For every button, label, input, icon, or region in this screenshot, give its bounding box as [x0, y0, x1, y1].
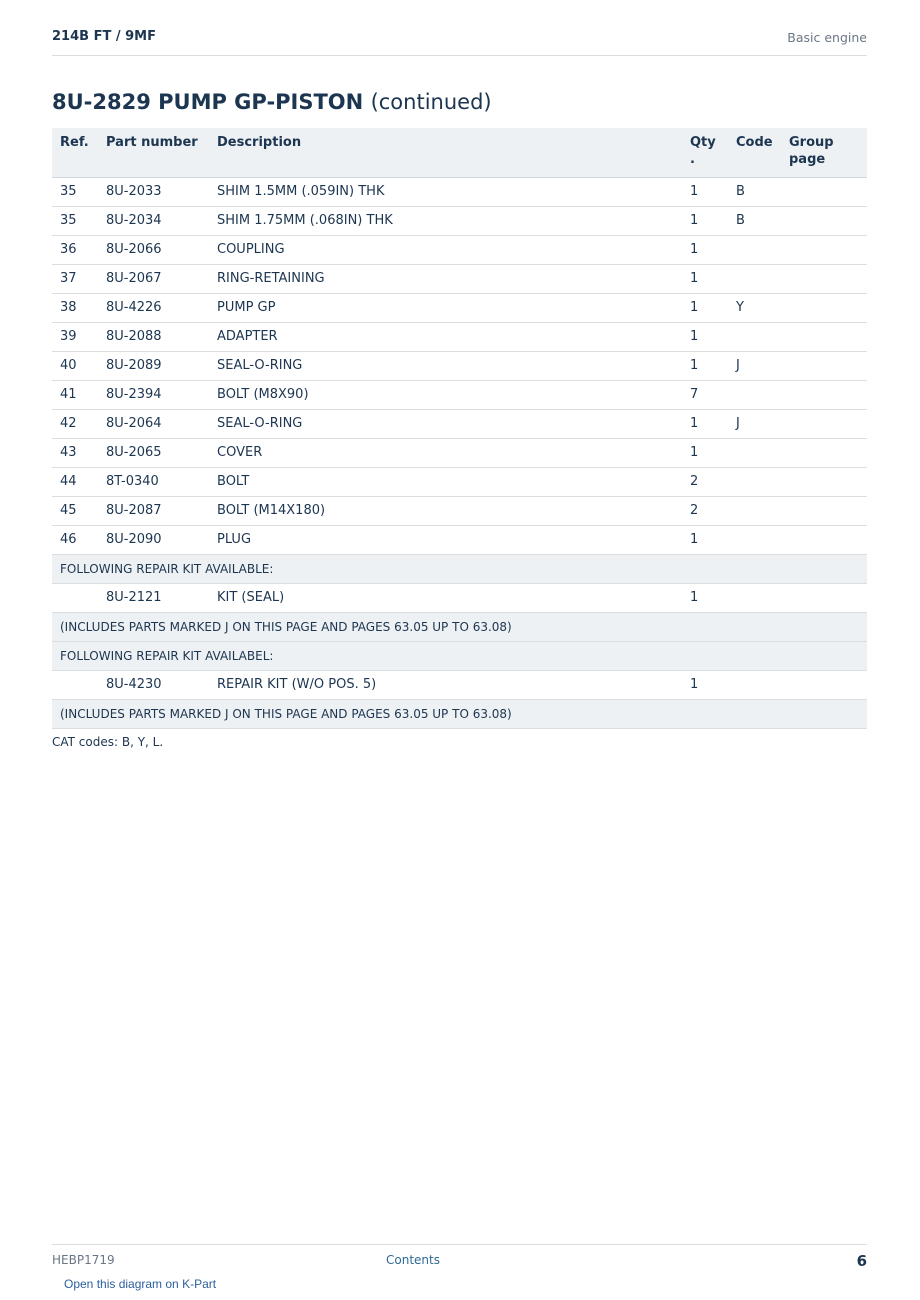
code-cell — [728, 235, 781, 264]
part-number-cell: 8U-2034 — [98, 206, 209, 235]
qty-cell: 7 — [682, 380, 728, 409]
note-text: FOLLOWING REPAIR KIT AVAILABEL: — [52, 641, 867, 670]
code-cell — [728, 322, 781, 351]
part-number-cell: 8U-4230 — [98, 670, 209, 699]
group-page-cell — [781, 322, 867, 351]
part-number-cell: 8U-2033 — [98, 177, 209, 206]
part-number-cell: 8U-2121 — [98, 583, 209, 612]
part-number-cell: 8U-4226 — [98, 293, 209, 322]
ref-cell: 35 — [52, 177, 98, 206]
group-page-cell — [781, 177, 867, 206]
ref-cell: 37 — [52, 264, 98, 293]
group-page-cell — [781, 206, 867, 235]
code-cell: B — [728, 177, 781, 206]
column-header-code: Code — [728, 128, 781, 177]
qty-cell: 1 — [682, 235, 728, 264]
table-row — [52, 525, 867, 554]
table-row — [52, 583, 867, 612]
ref-cell: 44 — [52, 467, 98, 496]
ref-cell: 43 — [52, 438, 98, 467]
part-number-cell: 8U-2067 — [98, 264, 209, 293]
ref-cell: 39 — [52, 322, 98, 351]
description-cell: PUMP GP — [209, 293, 682, 322]
ref-cell: 46 — [52, 525, 98, 554]
footer-divider — [52, 1244, 867, 1245]
description-cell: BOLT (M14X180) — [209, 496, 682, 525]
table-row — [52, 293, 867, 322]
document-id: HEBP1719 — [52, 1253, 115, 1267]
qty-cell: 1 — [682, 293, 728, 322]
column-header-group-page: Group page — [781, 128, 867, 177]
title-suffix: (continued) — [370, 90, 492, 114]
contents-link[interactable]: Contents — [386, 1253, 440, 1267]
code-cell: J — [728, 409, 781, 438]
code-cell — [728, 583, 781, 612]
qty-cell: 1 — [682, 351, 728, 380]
part-number-cell: 8U-2394 — [98, 380, 209, 409]
table-header-row — [52, 128, 867, 177]
part-number-cell: 8U-2087 — [98, 496, 209, 525]
qty-cell: 1 — [682, 438, 728, 467]
group-page-cell — [781, 409, 867, 438]
note-row — [52, 612, 867, 641]
part-number-cell: 8U-2089 — [98, 351, 209, 380]
part-number-cell: 8U-2066 — [98, 235, 209, 264]
page-number: 6 — [856, 1252, 867, 1270]
page-title — [52, 90, 492, 114]
description-cell: ADAPTER — [209, 322, 682, 351]
note-row — [52, 699, 867, 728]
group-page-cell — [781, 496, 867, 525]
ref-cell — [52, 583, 98, 612]
part-number-cell: 8T-0340 — [98, 467, 209, 496]
table-row — [52, 351, 867, 380]
description-cell: BOLT — [209, 467, 682, 496]
table-row — [52, 264, 867, 293]
ref-cell: 36 — [52, 235, 98, 264]
code-cell — [728, 496, 781, 525]
description-cell: BOLT (M8X90) — [209, 380, 682, 409]
note-text: FOLLOWING REPAIR KIT AVAILABLE: — [52, 554, 867, 583]
model-label: 214B FT / 9MF — [52, 29, 156, 44]
table-row — [52, 177, 867, 206]
group-page-cell — [781, 235, 867, 264]
description-cell: PLUG — [209, 525, 682, 554]
code-cell — [728, 525, 781, 554]
group-page-cell — [781, 438, 867, 467]
description-cell: COVER — [209, 438, 682, 467]
page-header — [52, 29, 867, 56]
note-row — [52, 554, 867, 583]
table-row — [52, 496, 867, 525]
qty-cell: 1 — [682, 409, 728, 438]
qty-cell: 1 — [682, 264, 728, 293]
qty-cell: 2 — [682, 496, 728, 525]
group-page-cell — [781, 293, 867, 322]
code-cell — [728, 467, 781, 496]
part-number-cell: 8U-2064 — [98, 409, 209, 438]
table-row — [52, 322, 867, 351]
table-row — [52, 438, 867, 467]
description-cell: SHIM 1.75MM (.068IN) THK — [209, 206, 682, 235]
parts-table — [52, 128, 867, 729]
parts-table-body — [52, 177, 867, 728]
ref-cell: 41 — [52, 380, 98, 409]
description-cell: SEAL-O-RING — [209, 351, 682, 380]
description-cell: KIT (SEAL) — [209, 583, 682, 612]
ref-cell: 35 — [52, 206, 98, 235]
open-diagram-kpart-link[interactable]: Open this diagram on K-Part — [64, 1277, 217, 1291]
column-header-ref: Ref. — [52, 128, 98, 177]
ref-cell: 45 — [52, 496, 98, 525]
column-header-qty: Qty . — [682, 128, 728, 177]
note-text: (INCLUDES PARTS MARKED J ON THIS PAGE AND PAGES 63.05 UP TO 63.08) — [52, 612, 867, 641]
qty-cell: 2 — [682, 467, 728, 496]
note-row — [52, 641, 867, 670]
code-cell — [728, 670, 781, 699]
ref-cell: 40 — [52, 351, 98, 380]
code-cell — [728, 438, 781, 467]
part-number-cell: 8U-2090 — [98, 525, 209, 554]
cat-codes-note: CAT codes: B, Y, L. — [52, 735, 164, 749]
qty-cell: 1 — [682, 322, 728, 351]
group-page-cell — [781, 583, 867, 612]
group-page-cell — [781, 467, 867, 496]
description-cell: COUPLING — [209, 235, 682, 264]
table-row — [52, 467, 867, 496]
table-row — [52, 206, 867, 235]
part-number-cell: 8U-2065 — [98, 438, 209, 467]
code-cell: J — [728, 351, 781, 380]
description-cell: RING-RETAINING — [209, 264, 682, 293]
table-row — [52, 380, 867, 409]
qty-cell: 1 — [682, 177, 728, 206]
code-cell: Y — [728, 293, 781, 322]
group-page-cell — [781, 380, 867, 409]
code-cell — [728, 264, 781, 293]
qty-cell: 1 — [682, 583, 728, 612]
qty-cell: 1 — [682, 525, 728, 554]
description-cell: REPAIR KIT (W/O POS. 5) — [209, 670, 682, 699]
section-label: Basic engine — [787, 30, 867, 45]
ref-cell: 42 — [52, 409, 98, 438]
group-page-cell — [781, 670, 867, 699]
group-page-cell — [781, 264, 867, 293]
part-number-cell: 8U-2088 — [98, 322, 209, 351]
code-cell: B — [728, 206, 781, 235]
column-header-part-number: Part number — [98, 128, 209, 177]
description-cell: SHIM 1.5MM (.059IN) THK — [209, 177, 682, 206]
table-row — [52, 670, 867, 699]
group-page-cell — [781, 351, 867, 380]
note-text: (INCLUDES PARTS MARKED J ON THIS PAGE AND PAGES 63.05 UP TO 63.08) — [52, 699, 867, 728]
description-cell: SEAL-O-RING — [209, 409, 682, 438]
table-row — [52, 235, 867, 264]
title-main: 8U-2829 PUMP GP-PISTON — [52, 90, 364, 114]
group-page-cell — [781, 525, 867, 554]
qty-cell: 1 — [682, 670, 728, 699]
qty-cell: 1 — [682, 206, 728, 235]
ref-cell — [52, 670, 98, 699]
code-cell — [728, 380, 781, 409]
column-header-description: Description — [209, 128, 682, 177]
table-row — [52, 409, 867, 438]
ref-cell: 38 — [52, 293, 98, 322]
